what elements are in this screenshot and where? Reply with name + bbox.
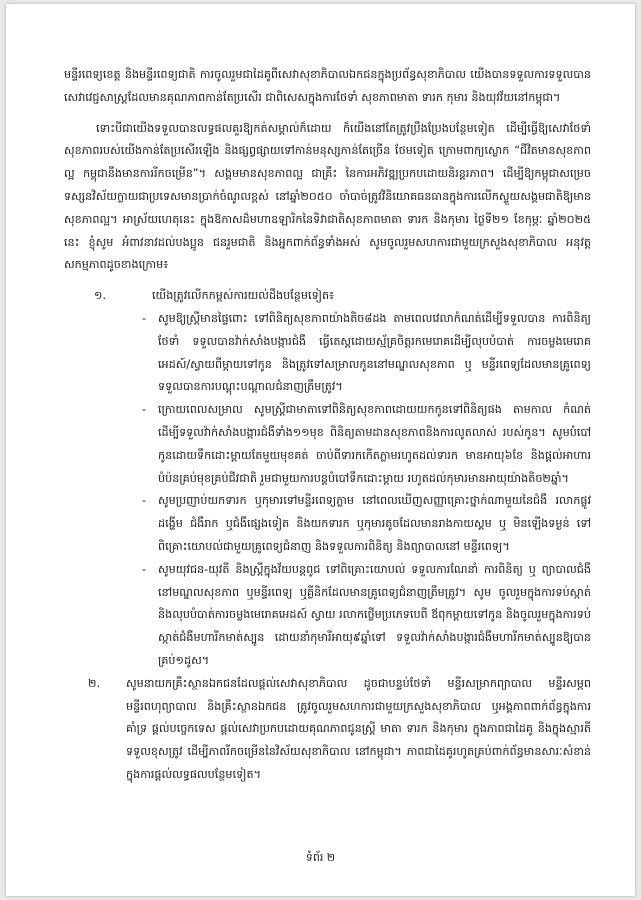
dash-marker: - (142, 311, 147, 325)
bullet-text: សូមយុវជន-យុវតី និងស្ត្រីក្នុងវ័យបន្តពូជ ទៅពិគ្រោះយោបល់ ទទួលការណែនាំ ការពិនិត្យ ឬ ព្យាបាលជំងឺនៅមណ្ឌលសុខភាព ឬមន្ទីរពេទ្យ ឬគ្លីនិកដែលមានគ្រូពេទ្យជំនាញត្រឹមត្រូវ។ សូម ចូលរួមក្នុងការទប់ស្កាត់ និងលុបបំបាត់ការចម្លងមេរោគអេដស៍ ស្វាយ រលាកថ្លើមប្រភេទបេពី ឪពុកម្តាយទៅកូន និងចូលរួមក្នុងការទប់ស្កាត់ជំងឺមហារីកមាត់ស្បូន ដោយនាំកុមារីអាយុ៩ឆ្នាំទៅ ទទួលវ៉ាក់សាំងបង្ការជំងឺមហារីកមាត់ស្បូនឱ្យបានគ្រប់១ដូស។ (158, 562, 591, 667)
bullet-text: សូមឱ្យស្ត្រីមានផ្ទៃពោះ ទៅពិនិត្យសុខភាពយ៉ាងតិច៨ដង តាមពេលវេលាកំណត់ដើម្បីទទួលបាន ការពិនិត្យថែទាំ ទទួលបានវ៉ាក់សាំងបង្ការជំងឺ ធ្វើតេស្តដោយស្ម័គ្រចិត្តរកមេរោគដើម្បីលុបបំបាត់ ការចម្លងមេរោគអេដស៍/ស្វាយពីម្តាយទៅកូន និងត្រូវទៅសម្រាលកូននៅមណ្ឌលសុខភាព ឬ មន្ទីរពេទ្យដែលមានគ្រូពេទ្យទទួលបានការបណ្តុះបណ្តាលជំនាញត្រឹមត្រូវ។ (158, 311, 591, 394)
item-text: សូមនាយកគ្រឹះស្ថានឯកជនដែលផ្តល់សេវាសុខាភិបាល ដូចជាបន្ទប់ថែទាំ មន្ទីរសម្រាកព្យាបាល មន្ទីរសម្ភព មន្ទីរពហុព្យាបាល និងគ្រឹះស្ថានឯកជន ត្រូវចូលរួមសហការជាមួយក្រសួងសុខាភិបាល ឬអង្គភាពពាក់ព័ន្ធក្នុងការគាំទ្រ ផ្តល់បច្ចេកទេស ផ្តល់សេវាប្រកបដោយគុណភាពជូនស្ត្រី មាតា ទារក និងកុមារ ក្នុងភាពជាដៃគូ និងក្នុងស្មារតីទទួលខុសត្រូវ ដើម្បីភាពរីកចម្រើននៃវិស័យសុខាភិបាល នៅកម្ពុជា។ ភាពជាដៃគូរហូតគ្រប់ពាក់ព័ន្ធមានសារៈសំខាន់ក្នុងការផ្តល់លទ្ធផលបន្ថែមទៀត។ (126, 676, 591, 781)
numbered-item-2 (64, 673, 591, 787)
bullet-item (64, 490, 591, 558)
dash-marker: - (142, 403, 147, 417)
bullet-list (64, 308, 591, 673)
numbered-item-1 (64, 285, 591, 308)
document-body (64, 64, 591, 787)
dash-marker: - (142, 494, 147, 508)
bullet-text: សូមប្រញាប់យកទារក ឬកុមារទៅមន្ទីរពេទ្យភ្លាម នៅពេលឃើញសញ្ញាគ្រោះថ្នាក់ណាមួយនៃជំងឺ រលាកផ្លូវដង្ហើម ជំងឺរាក ឬជំងឺផ្សេងទៀត និងយកទារក ឬកុមារតូចដែលមានរាងកាយស្គម ឬ មិនឡើងទម្ងន់ ទៅពិគ្រោះយោបល់ជាមួយគ្រូពេទ្យជំនាញ និងទទួលការពិនិត្យ និងព្យាបាលនៅ មន្ទីរពេទ្យ។ (158, 494, 591, 553)
appeal-paragraph: ទោះបីជាយើងទទួលបានលទ្ធផលគួរឱ្យកត់សម្គាល់ក៏ដោយ ក៏យើងនៅតែត្រូវប្រឹងប្រែងបន្ថែមទៀត ដើម្បីធ្វើឱ្យសេវាថែទាំសុខភាពរបស់យើងកាន់តែប្រសើរឡើង និងផ្សព្វផ្សាយទៅកាន់មនុស្សកាន់តែច្រើន ថែមទៀត ក្រោមពាក្យស្លោក “ជីវិតមានសុខភាពល្អ កម្ពុជានឹងមានការរីកចម្រើន”។ សង្គមមានសុខភាពល្អ ជាគ្រឹះ នៃការអភិវឌ្ឍប្រកបដោយនិរន្តរភាព។ ដើម្បីឱ្យកម្ពុជាសម្រេចទស្សនវិស័យក្លាយជាប្រទេសមានប្រាក់ចំណូលខ្ពស់ នៅឆ្នាំ២០៥០ ចាំបាច់ត្រូវវិនិយោគធនធានក្នុងការលើកស្ទួយសង្គមជាតិឱ្យមានសុខភាពល្អ។ អាស្រ័យហេតុនេះ ក្នុងឱកាសដ៏មហាឧឡារិកនៃទិវាជាតិសុខភាពមាតា ទារក និងកុមារ ថ្ងៃទី២១ ខែកុម្ភៈ ឆ្នាំ២០២៥ នេះ ខ្ញុំសូម អំពាវនាវដល់បងប្អូន ជនរួមជាតិ និងអ្នកពាក់ព័ន្ធទាំងអស់ សូមចូលរួមសហការជាមួយក្រសួងសុខាភិបាល អនុវត្តសកម្មភាពដូចខាងក្រោម៖ (64, 121, 591, 272)
intro-paragraph: មន្ទីរពេទ្យខេត្ត និងមន្ទីរពេទ្យជាតិ ការចូលរួមជាដៃគូពីសេវាសុខាភិបាលឯកជនក្នុងប្រព័ន្ធសុខាភិបាល យើងបានទទួលការទទួលបានសេវាវេជ្ជសាស្ត្រដែលមានគុណភាពកាន់តែប្រសើរ ជាពិសេសក្នុងការថែទាំ សុខភាពមាតា ទារក កុមារ និងយុវវ័យនៅកម្ពុជា។ (64, 68, 591, 104)
bullet-item (64, 308, 591, 399)
bullet-item (64, 399, 591, 490)
document-page (6, 4, 635, 896)
bullet-text: ក្រោយពេលសម្រាល សូមស្ត្រីជាមាតាទៅពិនិត្យសុខភាពដោយយកកូនទៅពិនិត្យផង តាមកាល កំណត់ ដើម្បីទទួលវ៉ាក់សាំងបង្ការជំងឺទាំង១១មុខ ពិនិត្យតាមដានសុខភាពនិងការលូតលាស់ របស់កូន។ សូមបំបៅកូនដោយទឹកដោះម្តាយតែមួយមុខគត់ ចាប់ពីទារកកើតភ្លាមរហូតដល់ទារក មានអាយុ៦ខែ និងផ្តល់អាហារបំប៉នគ្រប់មុខគ្រប់ជីវជាតិ រួមជាមួយការបន្តបំបៅទឹកដោះម្តាយ រហូតដល់កុមារមានអាយុយ៉ាងតិច២ឆ្នាំ។ (158, 403, 591, 485)
page-number: ទំព័រ ២ (305, 851, 336, 864)
item-title: យើងត្រូវលើកកម្ពស់ការយល់ដឹងបន្ថែមទៀត៖ (152, 289, 335, 303)
dash-marker: - (142, 562, 147, 576)
item-number: ២. (88, 676, 101, 690)
bullet-item (64, 559, 591, 673)
item-number: ១. (94, 289, 107, 303)
